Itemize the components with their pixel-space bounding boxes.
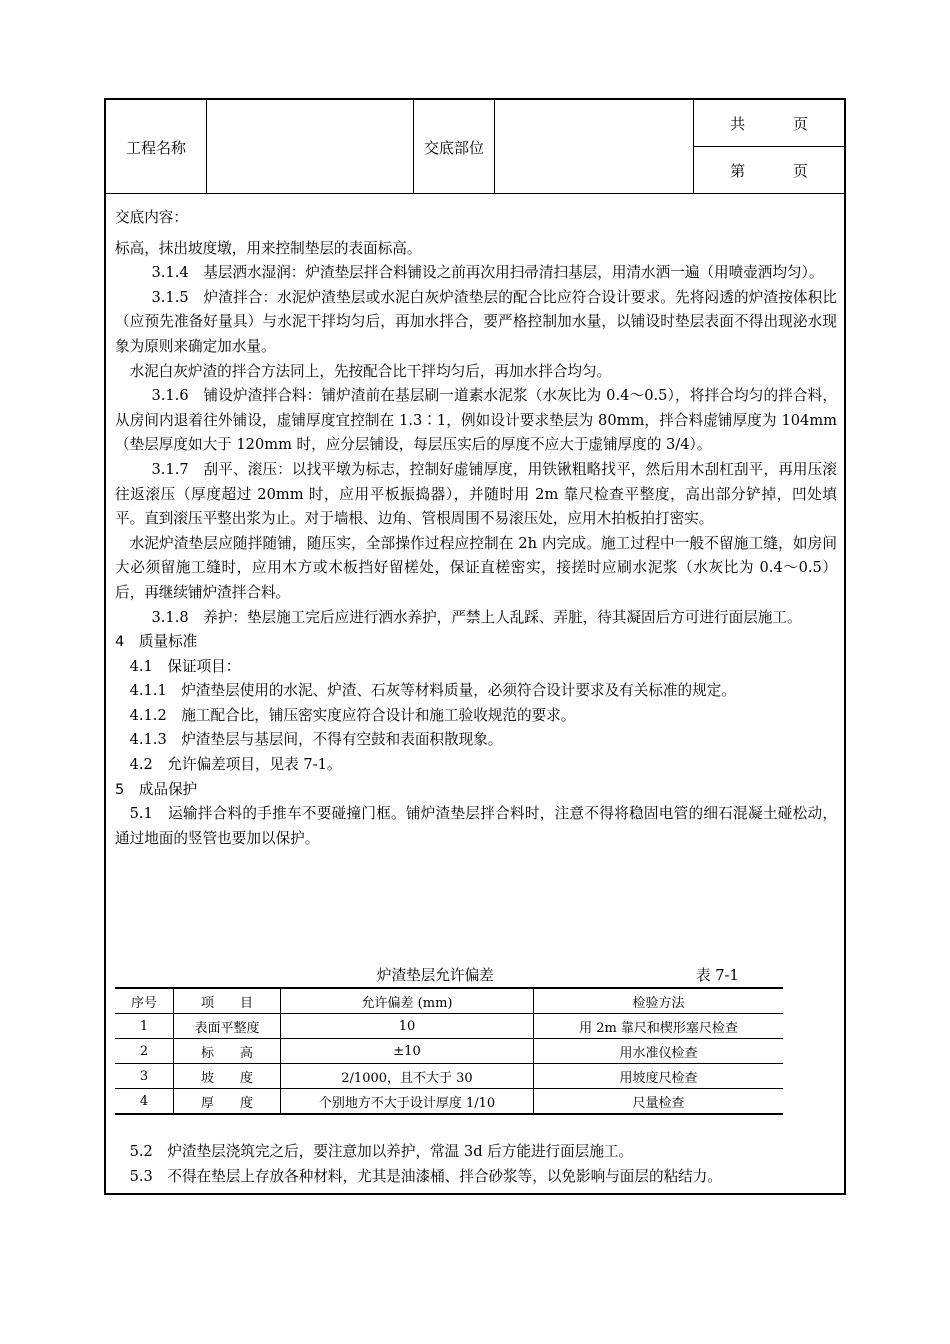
- paragraph: 3.1.8 养护：垫层施工完后应进行洒水养护，严禁上人乱踩、弄脏，待其凝固后方可进行面层施工。: [151, 608, 802, 626]
- table-cell: 用坡度尺检查: [534, 1064, 784, 1089]
- after-table-text: [115, 1140, 837, 1189]
- table-cell: 表面平整度: [174, 1014, 281, 1039]
- col-header: 允许偏差 (mm): [281, 988, 534, 1014]
- paragraph: 5.2 炉渣垫层浇筑完之后，要注意加以养护，常温 3d 后方能进行面层施工。: [129, 1143, 634, 1160]
- paragraph: 4.2 允许偏差项目，见表 7-1。: [129, 756, 342, 774]
- content-heading: 交底内容：: [115, 209, 188, 226]
- paragraph: 4.1 保证项目：: [129, 657, 241, 675]
- table-cell: 2/1000，且不大于 30: [281, 1064, 534, 1089]
- table-row: [115, 1089, 783, 1115]
- table-cell: 用水准仪检查: [534, 1039, 784, 1064]
- table-cell: 4: [115, 1089, 174, 1115]
- table-cell: 尺量检查: [534, 1089, 784, 1115]
- table-cell: 个别地方不大于设计厚度 1/10: [281, 1089, 534, 1115]
- section-heading: 5 成品保护: [115, 780, 198, 798]
- table-row: [115, 1014, 783, 1039]
- table-cell: 标 高: [174, 1039, 281, 1064]
- table-row: [115, 1064, 783, 1089]
- paragraph: 标高，抹出坡度墩，用来控制垫层的表面标高。: [115, 239, 422, 257]
- section-heading: 4 质量标准: [115, 633, 198, 651]
- disclosure-form: [104, 98, 846, 1195]
- table-cell: 3: [115, 1064, 174, 1089]
- table-cell: 用 2m 靠尺和楔形塞尺检查: [534, 1014, 784, 1039]
- col-header: 序号: [115, 988, 174, 1014]
- table-cell: 10: [281, 1014, 534, 1039]
- page-number: 第 页: [730, 162, 808, 180]
- project-name-label: 工程名称: [125, 138, 186, 157]
- table-cell: 2: [115, 1039, 174, 1064]
- paragraph: 5.1 运输拌合料的手推车不要碰撞门框。铺炉渣垫层拌合料时，注意不得将稳固电管的细石混凝土碰松动，通过地面的竖管也要加以保护。: [115, 805, 837, 847]
- position-label: 交底部位: [423, 138, 484, 157]
- table-header-row: [115, 988, 783, 1014]
- table-cell: 厚 度: [174, 1089, 281, 1115]
- paragraph: 4.1.2 施工配合比，铺压密实度应符合设计和施工验收规范的要求。: [129, 706, 576, 724]
- table-number: 表 7-1: [696, 967, 739, 984]
- paragraph: 3.1.4 基层洒水湿润：炉渣垫层拌合料铺设之前再次用扫帚清扫基层，用清水洒一遍（用喷壶洒均匀）。: [151, 264, 824, 282]
- table-title: 炉渣垫层允许偏差: [377, 967, 494, 984]
- col-header: 检验方法: [534, 988, 784, 1014]
- paragraph: 水泥炉渣垫层应随拌随铺，随压实，全部操作过程应控制在 2h 内完成。施工过程中一般不留施工缝，如房间大必须留施工缝时，应用木方或木板挡好留槎处，保证直槎密实，接搓时应刷水泥浆（水灰比为 0.4～0.5）后，再继续铺炉渣拌合料。: [115, 534, 837, 601]
- table-caption: [115, 964, 837, 988]
- paragraph: 3.1.7 刮平、滚压：以找平墩为标志，控制好虚铺厚度，用铁锹粗略找平，然后用木刮杠刮平，再用压滚往返滚压（厚度超过 20mm 时，应用平板振捣器），并随时用 2m 靠尺检查平整度，高出部分铲掉，凹处填平。直到滚压平整出浆为止。对于墙根、边角、管根周围不易滚压处，应用木拍板拍打密实。: [115, 460, 837, 528]
- table-cell: 坡 度: [174, 1064, 281, 1089]
- paragraph: 4.1.3 炉渣垫层与基层间，不得有空鼓和表面积散现象。: [129, 731, 503, 749]
- total-pages: 共 页: [730, 114, 808, 133]
- deviation-table: [115, 987, 783, 1115]
- table-cell: ±10: [281, 1039, 534, 1064]
- paragraph: 3.1.5 炉渣拌合：水泥炉渣垫层或水泥白灰炉渣垫层的配合比应符合设计要求。先将闷透的炉渣按体积比（应预先准备好量具）与水泥干拌均匀后，再加水拌合，要严格控制加水量，以铺设时垫层表面不得出现泌水现象为原则来确定加水量。: [115, 288, 837, 355]
- paragraph: 3.1.6 铺设炉渣拌合料：铺炉渣前在基层刷一道素水泥浆（水灰比为 0.4～0.5），将拌合均匀的拌合料，从房间内退着往外铺设，虚铺厚度宜控制在 1.3∶1，例如设计要求垫层为 80mm，拌合料虚铺厚度为 104mm（垫层厚度如大于 120mm 时，应分层铺设，每层压实后的厚度不应大于虚铺厚度的 3/4）。: [115, 387, 837, 454]
- paragraph: 4.1.1 炉渣垫层使用的水泥、炉渣、石灰等材料质量，必须符合设计要求及有关标准的规定。: [129, 682, 736, 700]
- paragraph: 5.3 不得在垫层上存放各种材料，尤其是油漆桶、拌合砂浆等，以免影响与面层的粘结力。: [129, 1167, 722, 1185]
- paragraph: 水泥白灰炉渣的拌合方法同上，先按配合比干拌均匀后，再加水拌合均匀。: [129, 362, 612, 380]
- col-header: 项 目: [174, 988, 281, 1014]
- table-cell: 1: [115, 1014, 174, 1039]
- table-row: [115, 1039, 783, 1064]
